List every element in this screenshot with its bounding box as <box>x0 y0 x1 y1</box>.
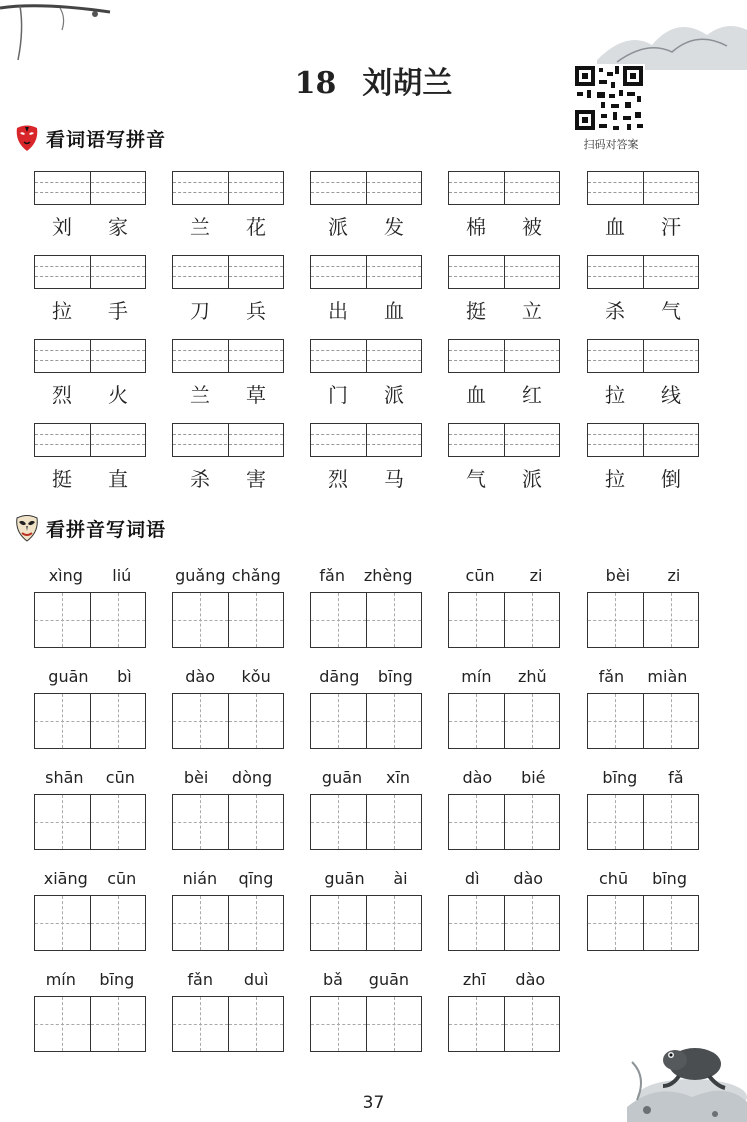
pinyin-answer-box[interactable] <box>172 423 284 457</box>
character-writing-grid[interactable] <box>310 895 422 951</box>
word-item <box>34 339 150 407</box>
tianzige-cell[interactable] <box>449 896 504 950</box>
tianzige-cell[interactable] <box>90 896 146 950</box>
pinyin-syllable: miàn <box>647 667 688 686</box>
word-character: 杀 <box>190 467 210 491</box>
pinyin-answer-box[interactable] <box>34 171 146 205</box>
pinyin-label <box>448 970 560 992</box>
tianzige-cell[interactable] <box>366 694 422 748</box>
pinyin-syllable: guān <box>324 869 365 888</box>
word-character: 倒 <box>661 467 681 491</box>
tianzige-cell[interactable] <box>173 694 228 748</box>
tianzige-cell[interactable] <box>90 795 146 849</box>
word-item <box>34 171 150 239</box>
pinyin-label <box>587 667 699 689</box>
word-character: 汗 <box>661 215 681 239</box>
tianzige-cell[interactable] <box>90 997 146 1051</box>
pinyin-syllable: dào <box>462 768 493 787</box>
pinyin-answer-box[interactable] <box>310 171 422 205</box>
word-character: 派 <box>328 215 348 239</box>
word-item <box>448 171 564 239</box>
pinyin-item <box>172 869 288 961</box>
word-character: 拉 <box>605 467 625 491</box>
pinyin-label <box>448 566 560 588</box>
pinyin-label <box>310 566 422 588</box>
word-characters <box>448 211 560 240</box>
word-characters <box>172 463 284 492</box>
pinyin-syllable: ài <box>393 869 408 888</box>
pinyin-answer-box[interactable] <box>34 339 146 373</box>
tianzige-cell[interactable] <box>504 997 560 1051</box>
pinyin-syllable: xīn <box>386 768 411 787</box>
pinyin-syllable: dì <box>464 869 480 888</box>
tianzige-cell[interactable] <box>173 593 228 647</box>
character-writing-grid[interactable] <box>587 895 699 951</box>
pinyin-label <box>448 768 560 790</box>
word-character: 害 <box>246 467 266 491</box>
pinyin-answer-box[interactable] <box>448 423 560 457</box>
pinyin-answer-box[interactable] <box>172 339 284 373</box>
word-characters <box>448 379 560 408</box>
pinyin-answer-box[interactable] <box>310 423 422 457</box>
word-character: 发 <box>384 215 404 239</box>
tianzige-cell[interactable] <box>366 593 422 647</box>
pinyin-syllable: zhèng <box>363 566 413 585</box>
tianzige-cell[interactable] <box>90 593 146 647</box>
pinyin-answer-box[interactable] <box>310 255 422 289</box>
tianzige-cell[interactable] <box>449 997 504 1051</box>
word-character: 气 <box>466 467 486 491</box>
character-writing-grid[interactable] <box>310 693 422 749</box>
word-characters <box>34 463 146 492</box>
pinyin-item <box>34 970 150 1062</box>
tianzige-cell[interactable] <box>173 795 228 849</box>
word-item <box>172 339 288 407</box>
pinyin-item <box>310 970 426 1062</box>
lesson-number: 18 <box>294 66 337 101</box>
pinyin-syllable: fǎ <box>668 768 684 787</box>
word-character: 烈 <box>52 383 72 407</box>
tianzige-cell[interactable] <box>504 593 560 647</box>
pinyin-label <box>587 869 699 891</box>
character-writing-grid[interactable] <box>34 592 146 648</box>
word-item <box>310 423 426 491</box>
word-character: 兰 <box>190 215 210 239</box>
pinyin-syllable: cūn <box>465 566 495 585</box>
tianzige-cell[interactable] <box>228 997 284 1051</box>
pinyin-syllable: bié <box>521 768 546 787</box>
pinyin-syllable: fǎn <box>598 667 625 686</box>
pinyin-label <box>448 869 560 891</box>
word-characters <box>587 379 699 408</box>
pinyin-label <box>587 566 699 588</box>
pinyin-item <box>448 768 564 860</box>
tianzige-cell[interactable] <box>504 694 560 748</box>
word-characters <box>34 211 146 240</box>
word-character: 红 <box>522 383 542 407</box>
character-writing-grid[interactable] <box>34 794 146 850</box>
tianzige-cell[interactable] <box>366 997 422 1051</box>
lesson-name: 刘胡兰 <box>362 66 453 101</box>
tianzige-cell[interactable] <box>35 997 90 1051</box>
pinyin-syllable: liú <box>112 566 132 585</box>
tianzige-cell[interactable] <box>228 795 284 849</box>
pinyin-syllable: guān <box>321 768 363 787</box>
pinyin-syllable: guān <box>48 667 89 686</box>
pinyin-syllable: bīng <box>602 768 638 787</box>
word-character: 兰 <box>190 383 210 407</box>
pinyin-answer-box[interactable] <box>587 255 699 289</box>
word-character: 草 <box>246 383 266 407</box>
word-characters <box>587 295 699 324</box>
tianzige-cell[interactable] <box>311 997 366 1051</box>
pinyin-item <box>587 869 703 961</box>
opera-mask-dark-icon <box>14 514 40 542</box>
pinyin-label <box>34 566 146 588</box>
word-character: 兵 <box>246 299 266 323</box>
pinyin-syllable: zi <box>667 566 681 585</box>
word-item <box>310 171 426 239</box>
word-character: 刀 <box>190 299 210 323</box>
character-writing-grid[interactable] <box>587 794 699 850</box>
word-characters <box>587 211 699 240</box>
pinyin-syllable: cūn <box>105 768 135 787</box>
word-item <box>310 339 426 407</box>
pinyin-syllable: bì <box>117 667 132 686</box>
tianzige-cell[interactable] <box>643 896 699 950</box>
word-item <box>587 339 703 407</box>
pinyin-label <box>34 869 146 891</box>
character-writing-grid[interactable] <box>172 693 284 749</box>
pinyin-syllable: dāng <box>319 667 360 686</box>
word-item <box>34 423 150 491</box>
pinyin-syllable: bīng <box>99 970 135 989</box>
pinyin-label <box>172 970 284 992</box>
pinyin-item <box>310 869 426 961</box>
pinyin-answer-box[interactable] <box>310 339 422 373</box>
pinyin-syllable: chū <box>599 869 629 888</box>
pinyin-label <box>34 768 146 790</box>
pinyin-syllable: dào <box>185 667 215 686</box>
character-writing-grid[interactable] <box>448 895 560 951</box>
pinyin-syllable: kǒu <box>241 667 271 686</box>
word-character: 棉 <box>466 215 486 239</box>
character-writing-grid[interactable] <box>448 794 560 850</box>
character-writing-grid[interactable] <box>448 592 560 648</box>
tianzige-cell[interactable] <box>90 694 146 748</box>
pinyin-label <box>310 768 422 790</box>
pinyin-label <box>172 869 284 891</box>
word-character: 马 <box>384 467 404 491</box>
pinyin-syllable: mín <box>45 970 76 989</box>
word-characters <box>34 379 146 408</box>
word-item <box>448 255 564 323</box>
word-character: 拉 <box>605 383 625 407</box>
word-character: 直 <box>108 467 128 491</box>
pinyin-item <box>172 768 288 860</box>
pinyin-item <box>34 667 150 759</box>
character-writing-grid[interactable] <box>172 794 284 850</box>
pinyin-item <box>34 566 150 658</box>
character-writing-grid[interactable] <box>172 996 284 1052</box>
character-writing-grid[interactable] <box>448 996 560 1052</box>
character-writing-grid[interactable] <box>34 996 146 1052</box>
pinyin-syllable: mín <box>461 667 492 686</box>
character-writing-grid[interactable] <box>310 794 422 850</box>
pinyin-item <box>172 566 288 658</box>
word-character: 血 <box>466 383 486 407</box>
pinyin-item <box>587 768 703 860</box>
pinyin-answer-box[interactable] <box>448 171 560 205</box>
word-characters <box>448 295 560 324</box>
word-characters <box>587 463 699 492</box>
tianzige-cell[interactable] <box>228 694 284 748</box>
word-character: 血 <box>605 215 625 239</box>
tianzige-cell[interactable] <box>35 593 90 647</box>
tianzige-cell[interactable] <box>449 593 504 647</box>
word-item <box>172 255 288 323</box>
word-character: 家 <box>108 215 128 239</box>
character-writing-grid[interactable] <box>587 693 699 749</box>
word-characters <box>310 295 422 324</box>
word-character: 手 <box>108 299 128 323</box>
word-item <box>587 171 703 239</box>
section1-title: 看词语写拼音 <box>46 128 167 151</box>
pinyin-label <box>310 869 422 891</box>
pinyin-syllable: shān <box>45 768 84 787</box>
tianzige-cell[interactable] <box>35 896 90 950</box>
word-character: 杀 <box>605 299 625 323</box>
word-character: 气 <box>661 299 681 323</box>
tianzige-cell[interactable] <box>311 694 366 748</box>
word-item <box>310 255 426 323</box>
pinyin-label <box>34 667 146 689</box>
tianzige-cell[interactable] <box>588 896 643 950</box>
pinyin-item <box>587 566 703 658</box>
word-character: 刘 <box>52 215 72 239</box>
pinyin-answer-box[interactable] <box>448 339 560 373</box>
word-item <box>448 423 564 491</box>
word-characters <box>34 295 146 324</box>
tianzige-cell[interactable] <box>449 795 504 849</box>
pinyin-syllable: dòng <box>231 768 273 787</box>
tianzige-cell[interactable] <box>173 896 228 950</box>
pinyin-answer-box[interactable] <box>448 255 560 289</box>
pinyin-answer-box[interactable] <box>172 171 284 205</box>
word-characters <box>310 379 422 408</box>
qr-caption: 扫码对答案 <box>583 138 639 151</box>
word-item <box>172 423 288 491</box>
pinyin-item <box>310 667 426 759</box>
word-item <box>587 255 703 323</box>
word-character: 线 <box>661 383 681 407</box>
word-item <box>34 255 150 323</box>
pinyin-item <box>172 667 288 759</box>
word-character: 挺 <box>52 467 72 491</box>
tianzige-cell[interactable] <box>588 593 643 647</box>
section2-title: 看拼音写词语 <box>46 518 167 541</box>
pinyin-item <box>310 768 426 860</box>
word-item <box>587 423 703 491</box>
pinyin-syllable: dào <box>515 970 546 989</box>
pinyin-label <box>310 970 422 992</box>
word-characters <box>310 463 422 492</box>
tianzige-cell[interactable] <box>504 795 560 849</box>
pinyin-item <box>587 667 703 759</box>
pinyin-label <box>172 768 284 790</box>
pinyin-item <box>448 566 564 658</box>
tianzige-cell[interactable] <box>643 593 699 647</box>
pinyin-label <box>172 667 284 689</box>
tianzige-cell[interactable] <box>173 997 228 1051</box>
word-characters <box>172 211 284 240</box>
word-item <box>448 339 564 407</box>
pinyin-answer-box[interactable] <box>587 171 699 205</box>
word-character: 花 <box>246 215 266 239</box>
word-characters <box>172 379 284 408</box>
pinyin-item <box>448 970 564 1062</box>
pinyin-syllable: zhī <box>462 970 486 989</box>
character-writing-grid[interactable] <box>172 895 284 951</box>
pinyin-syllable: fǎn <box>319 566 345 585</box>
pinyin-syllable: zi <box>529 566 543 585</box>
word-character: 派 <box>384 383 404 407</box>
pinyin-label <box>310 667 422 689</box>
pinyin-syllable: xiāng <box>43 869 88 888</box>
tianzige-cell[interactable] <box>449 694 504 748</box>
pinyin-syllable: dào <box>513 869 544 888</box>
character-writing-grid[interactable] <box>172 592 284 648</box>
character-writing-grid[interactable] <box>310 592 422 648</box>
tianzige-cell[interactable] <box>643 795 699 849</box>
qr-code-icon[interactable] <box>573 64 645 132</box>
pinyin-syllable: guān <box>368 970 410 989</box>
tianzige-cell[interactable] <box>228 593 284 647</box>
pinyin-answer-box[interactable] <box>587 339 699 373</box>
opera-mask-red-icon <box>14 124 40 152</box>
character-writing-grid[interactable] <box>448 693 560 749</box>
tianzige-cell[interactable] <box>504 896 560 950</box>
pinyin-syllable: bǎ <box>322 970 343 989</box>
word-characters <box>448 463 560 492</box>
tianzige-cell[interactable] <box>228 896 284 950</box>
character-writing-grid[interactable] <box>34 895 146 951</box>
pinyin-label <box>34 970 146 992</box>
word-characters <box>172 295 284 324</box>
word-character: 烈 <box>328 467 348 491</box>
pinyin-label <box>448 667 560 689</box>
pinyin-item <box>448 667 564 759</box>
word-character: 挺 <box>466 299 486 323</box>
pinyin-syllable: bīng <box>377 667 413 686</box>
pinyin-label <box>587 768 699 790</box>
page-number: 37 <box>362 1093 385 1113</box>
pinyin-item <box>34 768 150 860</box>
pinyin-syllable: fǎn <box>187 970 213 989</box>
pinyin-label <box>172 566 284 588</box>
section2-heading <box>14 514 166 542</box>
word-character: 立 <box>522 299 542 323</box>
tianzige-cell[interactable] <box>311 593 366 647</box>
tianzige-cell[interactable] <box>311 896 366 950</box>
pinyin-syllable: zhǔ <box>518 667 547 686</box>
word-character: 门 <box>328 383 348 407</box>
tianzige-cell[interactable] <box>366 896 422 950</box>
character-writing-grid[interactable] <box>310 996 422 1052</box>
pinyin-syllable: cūn <box>107 869 137 888</box>
tianzige-cell[interactable] <box>588 795 643 849</box>
pinyin-answer-box[interactable] <box>172 255 284 289</box>
pinyin-syllable: qīng <box>238 869 274 888</box>
word-character: 被 <box>522 215 542 239</box>
pinyin-syllable: bīng <box>652 869 687 888</box>
word-character: 拉 <box>52 299 72 323</box>
tianzige-cell[interactable] <box>588 694 643 748</box>
tianzige-cell[interactable] <box>366 795 422 849</box>
pinyin-answer-box[interactable] <box>34 255 146 289</box>
tianzige-cell[interactable] <box>643 694 699 748</box>
pinyin-item <box>310 566 426 658</box>
pinyin-syllable: nián <box>182 869 218 888</box>
word-item <box>172 171 288 239</box>
pinyin-syllable: xìng <box>48 566 83 585</box>
tianzige-cell[interactable] <box>35 694 90 748</box>
word-character: 火 <box>108 383 128 407</box>
character-writing-grid[interactable] <box>587 592 699 648</box>
pinyin-item <box>34 869 150 961</box>
pinyin-syllable: bèi <box>605 566 631 585</box>
word-character: 出 <box>328 299 348 323</box>
character-writing-grid[interactable] <box>34 693 146 749</box>
section1-heading <box>14 124 166 152</box>
pinyin-item <box>172 970 288 1062</box>
word-character: 派 <box>522 467 542 491</box>
pinyin-syllable: chǎng <box>231 566 281 585</box>
word-characters <box>310 211 422 240</box>
pinyin-item <box>448 869 564 961</box>
word-character: 血 <box>384 299 404 323</box>
tianzige-cell[interactable] <box>35 795 90 849</box>
pinyin-syllable: guǎng <box>175 566 226 585</box>
pinyin-answer-box[interactable] <box>587 423 699 457</box>
pinyin-answer-box[interactable] <box>34 423 146 457</box>
pinyin-syllable: duì <box>243 970 269 989</box>
pinyin-syllable: bèi <box>183 768 209 787</box>
tianzige-cell[interactable] <box>311 795 366 849</box>
